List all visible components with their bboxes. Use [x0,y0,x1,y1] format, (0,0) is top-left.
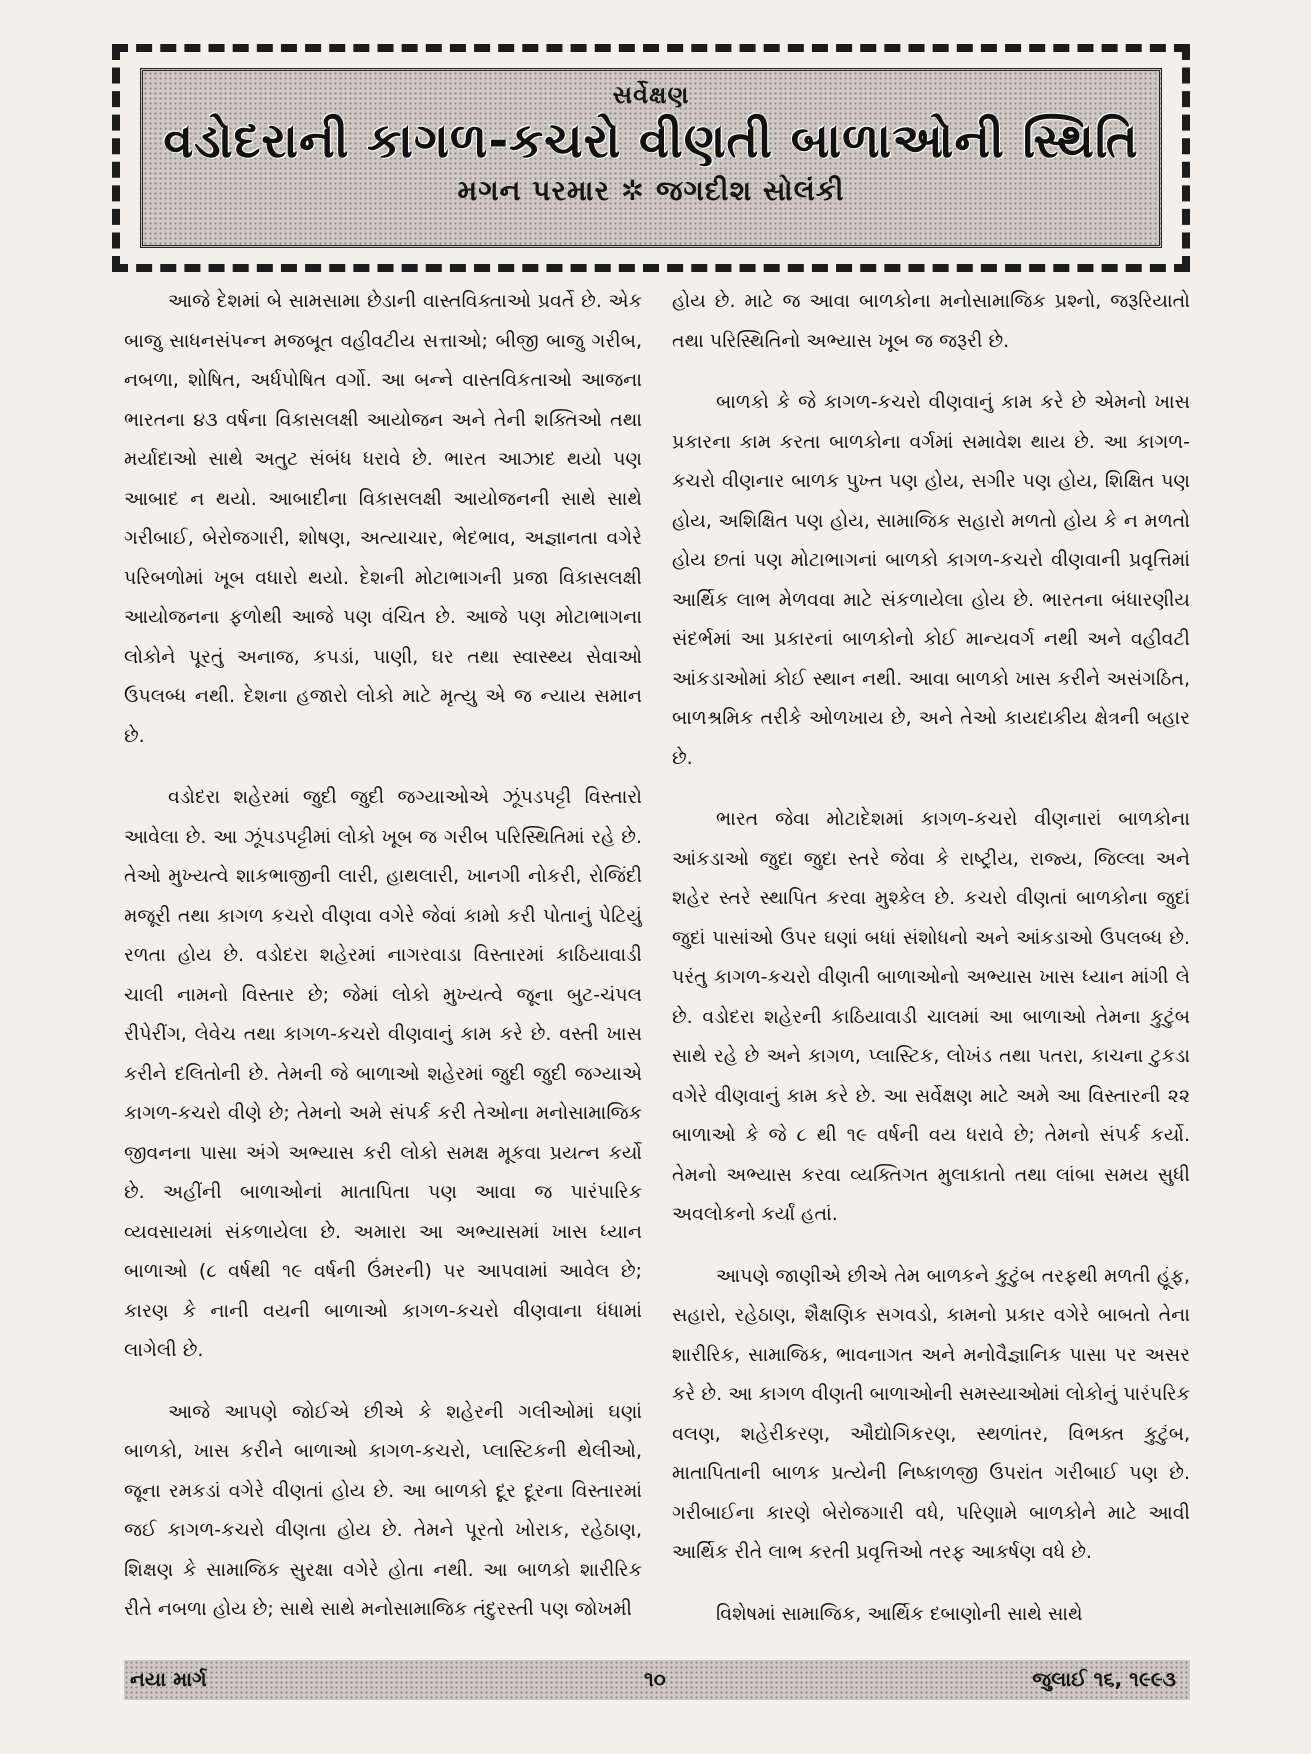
article-header-panel [140,68,1162,248]
right-column [672,282,1190,1658]
paragraph: વિશેષમાં સામાજિક, આર્થિક દબાણોની સાથે સાથે [716,1602,1083,1625]
paragraph: ભારત જેવા મોટાદેશમાં કાગળ-કચરો વીણનારાં બાળકોના આંકડાઓ જુદા જુદા સ્તરે જેવા કે રાષ્ટ્રીય, રાજ્ય, જિલ્લા અને શહેર સ્તરે સ્થાપિત કરવા મુશ્કેલ છે. કચરો વીણતાં બાળકોના જુદાં જુદાં પાસાંઓ ઉપર ઘણાં બધાં સંશોધનો અને આંકડાઓ ઉપલબ્ધ છે. પરંતુ કાગળ-કચરો વીણતી બાળાઓનો અભ્યાસ ખાસ ધ્યાન માંગી લે છે. વડોદરા શહેરની કાઠિયાવાડી ચાલમાં આ બાળાઓ તેમના કુટુંબ સાથે રહે છે અને કાગળ, પ્લાસ્ટિક, લોખંડ તથા પતરા, કાચના ટુકડા વગેરે વીણવાનું કામ કરે છે. આ સર્વેક્ષણ માટે અમે આ વિસ્તારની ૨૨ બાળાઓ કે જે ૮ થી ૧૯ વર્ષની વય ધરાવે છે; તેમનો સંપર્ક કર્યો. તેમનો અભ્યાસ કરવા વ્યક્તિગત મુલાકાતો તથા લાંબા સમય સુધી અવલોકનો કર્યાં હતાં. [672,808,1190,1225]
article-authors: મગન પરમાર ✲ જગદીશ સોલંકી [457,174,845,207]
page-number: ૧૦ [644,1667,666,1691]
issue-date: જુલાઈ ૧૬, ૧૯૯૩ [1032,1667,1176,1691]
paragraph: આજે આપણે જોઈએ છીએ કે શહેરની ગલીઓમાં ઘણાં બાળકો, ખાસ કરીને બાળાઓ કાગળ-કચરો, પ્લાસ્ટિકની થેલીઓ, જૂના રમકડાં વગેરે વીણતાં હોય છે. આ બાળકો દૂર દૂરના વિસ્તારમાં જઈ કાગળ-કચરો વીણતા હોય છે. તેમને પૂરતો ખોરાક, રહેઠાણ, શિક્ષણ કે સામાજિક સુરક્ષા વગેરે હોતા નથી. આ બાળકો શારીરિક રીતે નબળા હોય છે; સાથે સાથે મનોસામાજિક તંદુરસ્તી પણ જોખમી [124,1400,642,1620]
paragraph: આપણે જાણીએ છીએ તેમ બાળકને કુટુંબ તરફથી મળતી હૂંફ, સહારો, રહેઠાણ, શૈક્ષણિક સગવડો, કામનો પ્રકાર વગેરે બાબતો તેના શારીરિક, સામાજિક, ભાવનાગત અને મનોવૈજ્ઞાનિક પાસા પર અસર કરે છે. આ કાગળ વીણતી બાળાઓની સમસ્યાઓમાં લોકોનું પારંપરિક વલણ, શહેરીકરણ, ઔદ્યોગિકરણ, સ્થળાંતર, વિભક્ત કુટુંબ, માતાપિતાની બાળક પ્રત્યેની નિષ્કાળજી ઉપરાંત ગરીબાઈ પણ છે. ગરીબાઈના કારણે બેરોજગારી વધે, પરિણામે બાળકોને માટે આવી આર્થિક રીતે લાભ કરતી પ્રવૃત્તિઓ તરફ આકર્ષણ વધે છે. [672,1264,1190,1563]
page-footer [124,1660,1190,1700]
paragraph: બાળકો કે જે કાગળ-કચરો વીણવાનું કામ કરે છે એમનો ખાસ પ્રકારના કામ કરતા બાળકોના વર્ગમાં સમાવેશ થાય છે. આ કાગળ-કચરો વીણનાર બાળક પુખ્ત પણ હોય, સગીર પણ હોય, શિક્ષિત પણ હોય, અશિક્ષિત પણ હોય, સામાજિક સહારો મળતો હોય કે ન મળતો હોય છતાં પણ મોટાભાગનાં બાળકો કાગળ-કચરો વીણવાની પ્રવૃત્તિમાં આર્થિક લાભ મેળવવા માટે સંકળાયેલા હોય છે. ભારતના બંધારણીય સંદર્ભમાં આ પ્રકારનાં બાળકોનો કોઈ માન્યવર્ગ નથી અને વહીવટી આંકડાઓમાં કોઈ સ્થાન નથી. આવા બાળકો ખાસ કરીને અસંગઠિત, બાળશ્રમિક તરીકે ઓળખાય છે, અને તેઓ કાયદાકીય ક્ષેત્રની બહાર છે. [672,391,1190,769]
article-body [124,282,1190,1658]
article-title: વડોદરાની કાગળ-કચરો વીણતી બાળાઓની સ્થિતિ [163,113,1139,169]
left-column [124,282,642,1658]
paragraph: વડોદરા શહેરમાં જુદી જુદી જગ્યાઓએ ઝૂંપડપટ્ટી વિસ્તારો આવેલા છે. આ ઝૂંપડપટ્ટીમાં લોકો ખૂબ જ ગરીબ પરિસ્થિતિમાં રહે છે. તેઓ મુખ્યત્વે શાકભાજીની લારી, હાથલારી, ખાનગી નોકરી, રોજિંદી મજૂરી તથા કાગળ કચરો વીણવા વગેરે જેવાં કામો કરી પોતાનું પેટિયું રળતા હોય છે. વડોદરા શહેરમાં નાગરવાડા વિસ્તારમાં કાઠિયાવાડી ચાલી નામનો વિસ્તાર છે; જેમાં લોકો મુખ્યત્વે જૂના બુટ-ચંપલ રીપેરીંગ, લેવેચ તથા કાગળ-કચરો વીણવાનું કામ કરે છે. વસ્તી ખાસ કરીને દલિતોની છે. તેમની જે બાળાઓ શહેરમાં જુદી જુદી જગ્યાએ કાગળ-કચરો વીણે છે; તેમનો અમે સંપર્ક કરી તેઓના મનોસામાજિક જીવનના પાસા અંગે અભ્યાસ કરી લોકો સમક્ષ મૂકવા પ્રયત્ન કર્યો છે. અહીંની બાળાઓનાં માતાપિતા પણ આવા જ પારંપારિક વ્યવસાયમાં સંકળાયેલા છે. અમારા આ અભ્યાસમાં ખાસ ધ્યાન બાળાઓ (૮ વર્ષથી ૧૯ વર્ષની ઉંમરની) પર આપવામાં આવેલ છે; કારણ કે નાની વયની બાળાઓ કાગળ-કચરો વીણવાના ધંધામાં લાગેલી છે. [124,786,642,1361]
paragraph-continued: હોય છે. માટે જ આવા બાળકોના મનોસામાજિક પ્રશ્નો, જરૂરિયાતો તથા પરિસ્થિતિનો અભ્યાસ ખૂબ જ જરૂરી છે. [672,290,1190,352]
article-header-frame [112,44,1190,272]
paragraph: આજે દેશમાં બે સામસામા છેડાની વાસ્તવિક્તાઓ પ્રવર્તે છે. એક બાજુ સાધનસંપન્ન મજબૂત વહીવટીય સત્તાઓ; બીજી બાજુ ગરીબ, નબળા, શોષિત, અર્ધપોષિત વર્ગો. આ બન્ને વાસ્તવિકતાઓ આજના ભારતના ૪૩ વર્ષના વિકાસલક્ષી આયોજન અને તેની શક્તિઓ તથા મર્યાદાઓ સાથે અતુટ સંબંધ ધરાવે છે. ભારત આઝાદ થયો પણ આબાદ ન થયો. આબાદીના વિકાસલક્ષી આયોજનની સાથે સાથે ગરીબાઈ, બેરોજગારી, શોષણ, અત્યાચાર, ભેદભાવ, અજ્ઞાનતા વગેરે પરિબળોમાં ખૂબ વધારો થયો. દેશની મોટાભાગની પ્રજા વિકાસલક્ષી આયોજનના ફળોથી આજે પણ વંચિત છે. આજે પણ મોટાભાગના લોકોને પૂરતું અનાજ, કપડાં, પાણી, ઘર તથા સ્વાસ્થ્ય સેવાઓ ઉપલબ્ધ નથી. દેશના હજારો લોકો માટે મૃત્યુ એ જ ન્યાય સમાન છે. [124,290,642,747]
section-kicker: સર્વેક્ષણ [612,81,690,109]
publication-name: નયા માર્ગ [130,1667,207,1691]
